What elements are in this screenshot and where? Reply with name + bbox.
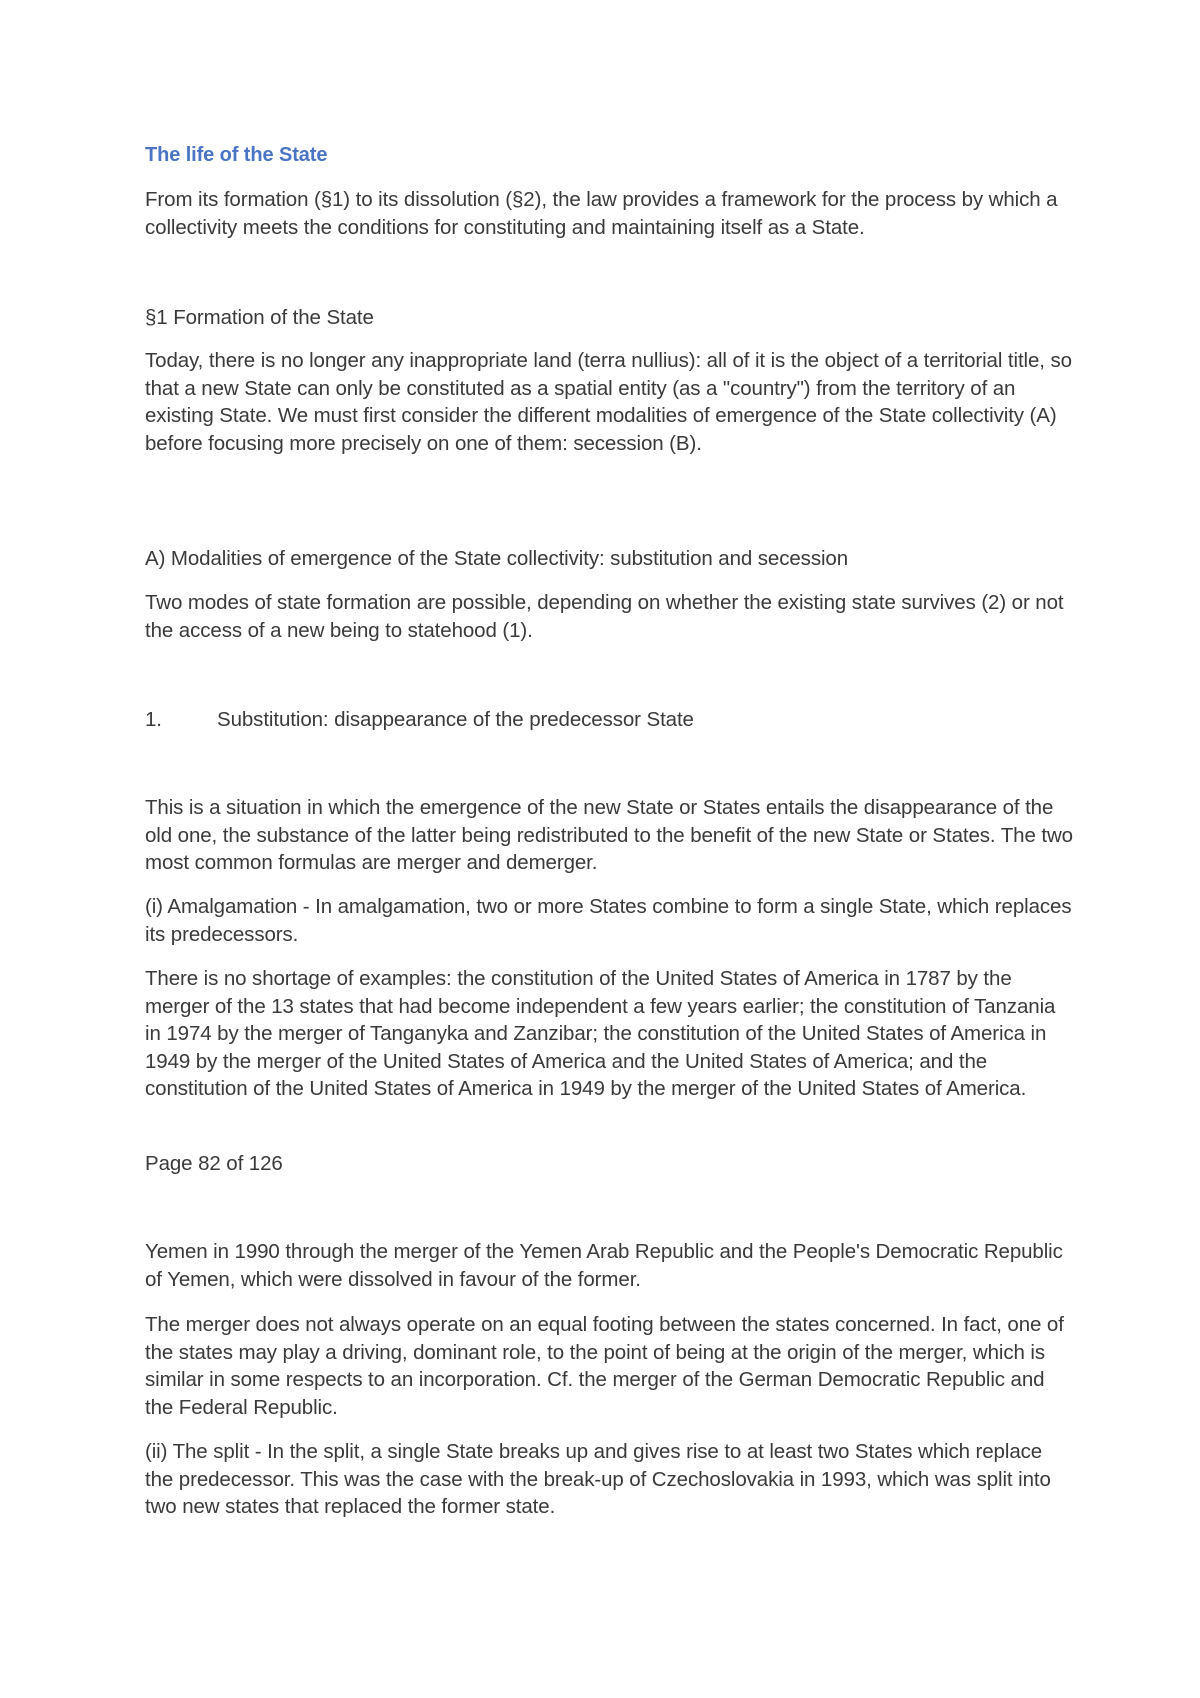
split-paragraph: (ii) The split - In the split, a single State breaks up and gives rise to at least two States which replace the predecessor. This was the case with the break-up of Czechoslovakia in 1993, which was split into two new states that replaced the former state.: [145, 1440, 1051, 1518]
section1-paragraph: Today, there is no longer any inappropriate land (terra nullius): all of it is the object of a territorial title, so that a new State can only be constituted as a spatial entity (as a "country") from the territory of an existing State. We must first consider the different modalities of emergence of the State collectivity (A) before focusing more precisely on one of them: secession (B).: [145, 349, 1072, 455]
section1-heading: §1 Formation of the State: [145, 306, 374, 329]
subsection-a-heading: A) Modalities of emergence of the State collectivity: substitution and secession: [145, 547, 849, 570]
subsection-a-paragraph: Two modes of state formation are possible, depending on whether the existing state survives (2) or not the access of a new being to statehood (1).: [145, 591, 1064, 642]
item1-heading: Substitution: disappearance of the predecessor State: [217, 708, 694, 731]
merger-paragraph: The merger does not always operate on an equal footing between the states concerned. In fact, one of the states may play a driving, dominant role, to the point of being at the origin of the merger, which is similar in some respects to an incorporation. Cf. the merger of the German Democratic Republic and the Federal Republic.: [145, 1313, 1064, 1419]
page-marker: Page 82 of 126: [145, 1152, 283, 1175]
examples-paragraph: There is no shortage of examples: the constitution of the United States of America in 1787 by the merger of the 13 states that had become independent a few years earlier; the constitution of Tanzania in 1974 by the merger of Tanganyka and Zanzibar; the constitution of the United States of America in 1949 by the merger of the United States of America and the United States of America; and the constitution of the United States of America in 1949 by the merger of the United States of America.: [145, 967, 1056, 1100]
amalgamation-paragraph: (i) Amalgamation - In amalgamation, two or more States combine to form a single State, which replaces its predecessors.: [145, 895, 1072, 946]
intro-paragraph: From its formation (§1) to its dissolution (§2), the law provides a framework for the process by which a collectivity meets the conditions for constituting and maintaining itself as a State.: [145, 188, 1058, 239]
item1-heading-row: [145, 706, 1075, 734]
item1-number: 1.: [145, 708, 162, 731]
document-title: The life of the State: [145, 144, 328, 166]
yemen-paragraph: Yemen in 1990 through the merger of the Yemen Arab Republic and the People's Democratic Republic of Yemen, which were dissolved in favour of the former.: [145, 1240, 1063, 1291]
item1-paragraph: This is a situation in which the emergence of the new State or States entails the disappearance of the old one, the substance of the latter being redistributed to the benefit of the new State or States. The two most common formulas are merger and demerger.: [145, 796, 1073, 874]
